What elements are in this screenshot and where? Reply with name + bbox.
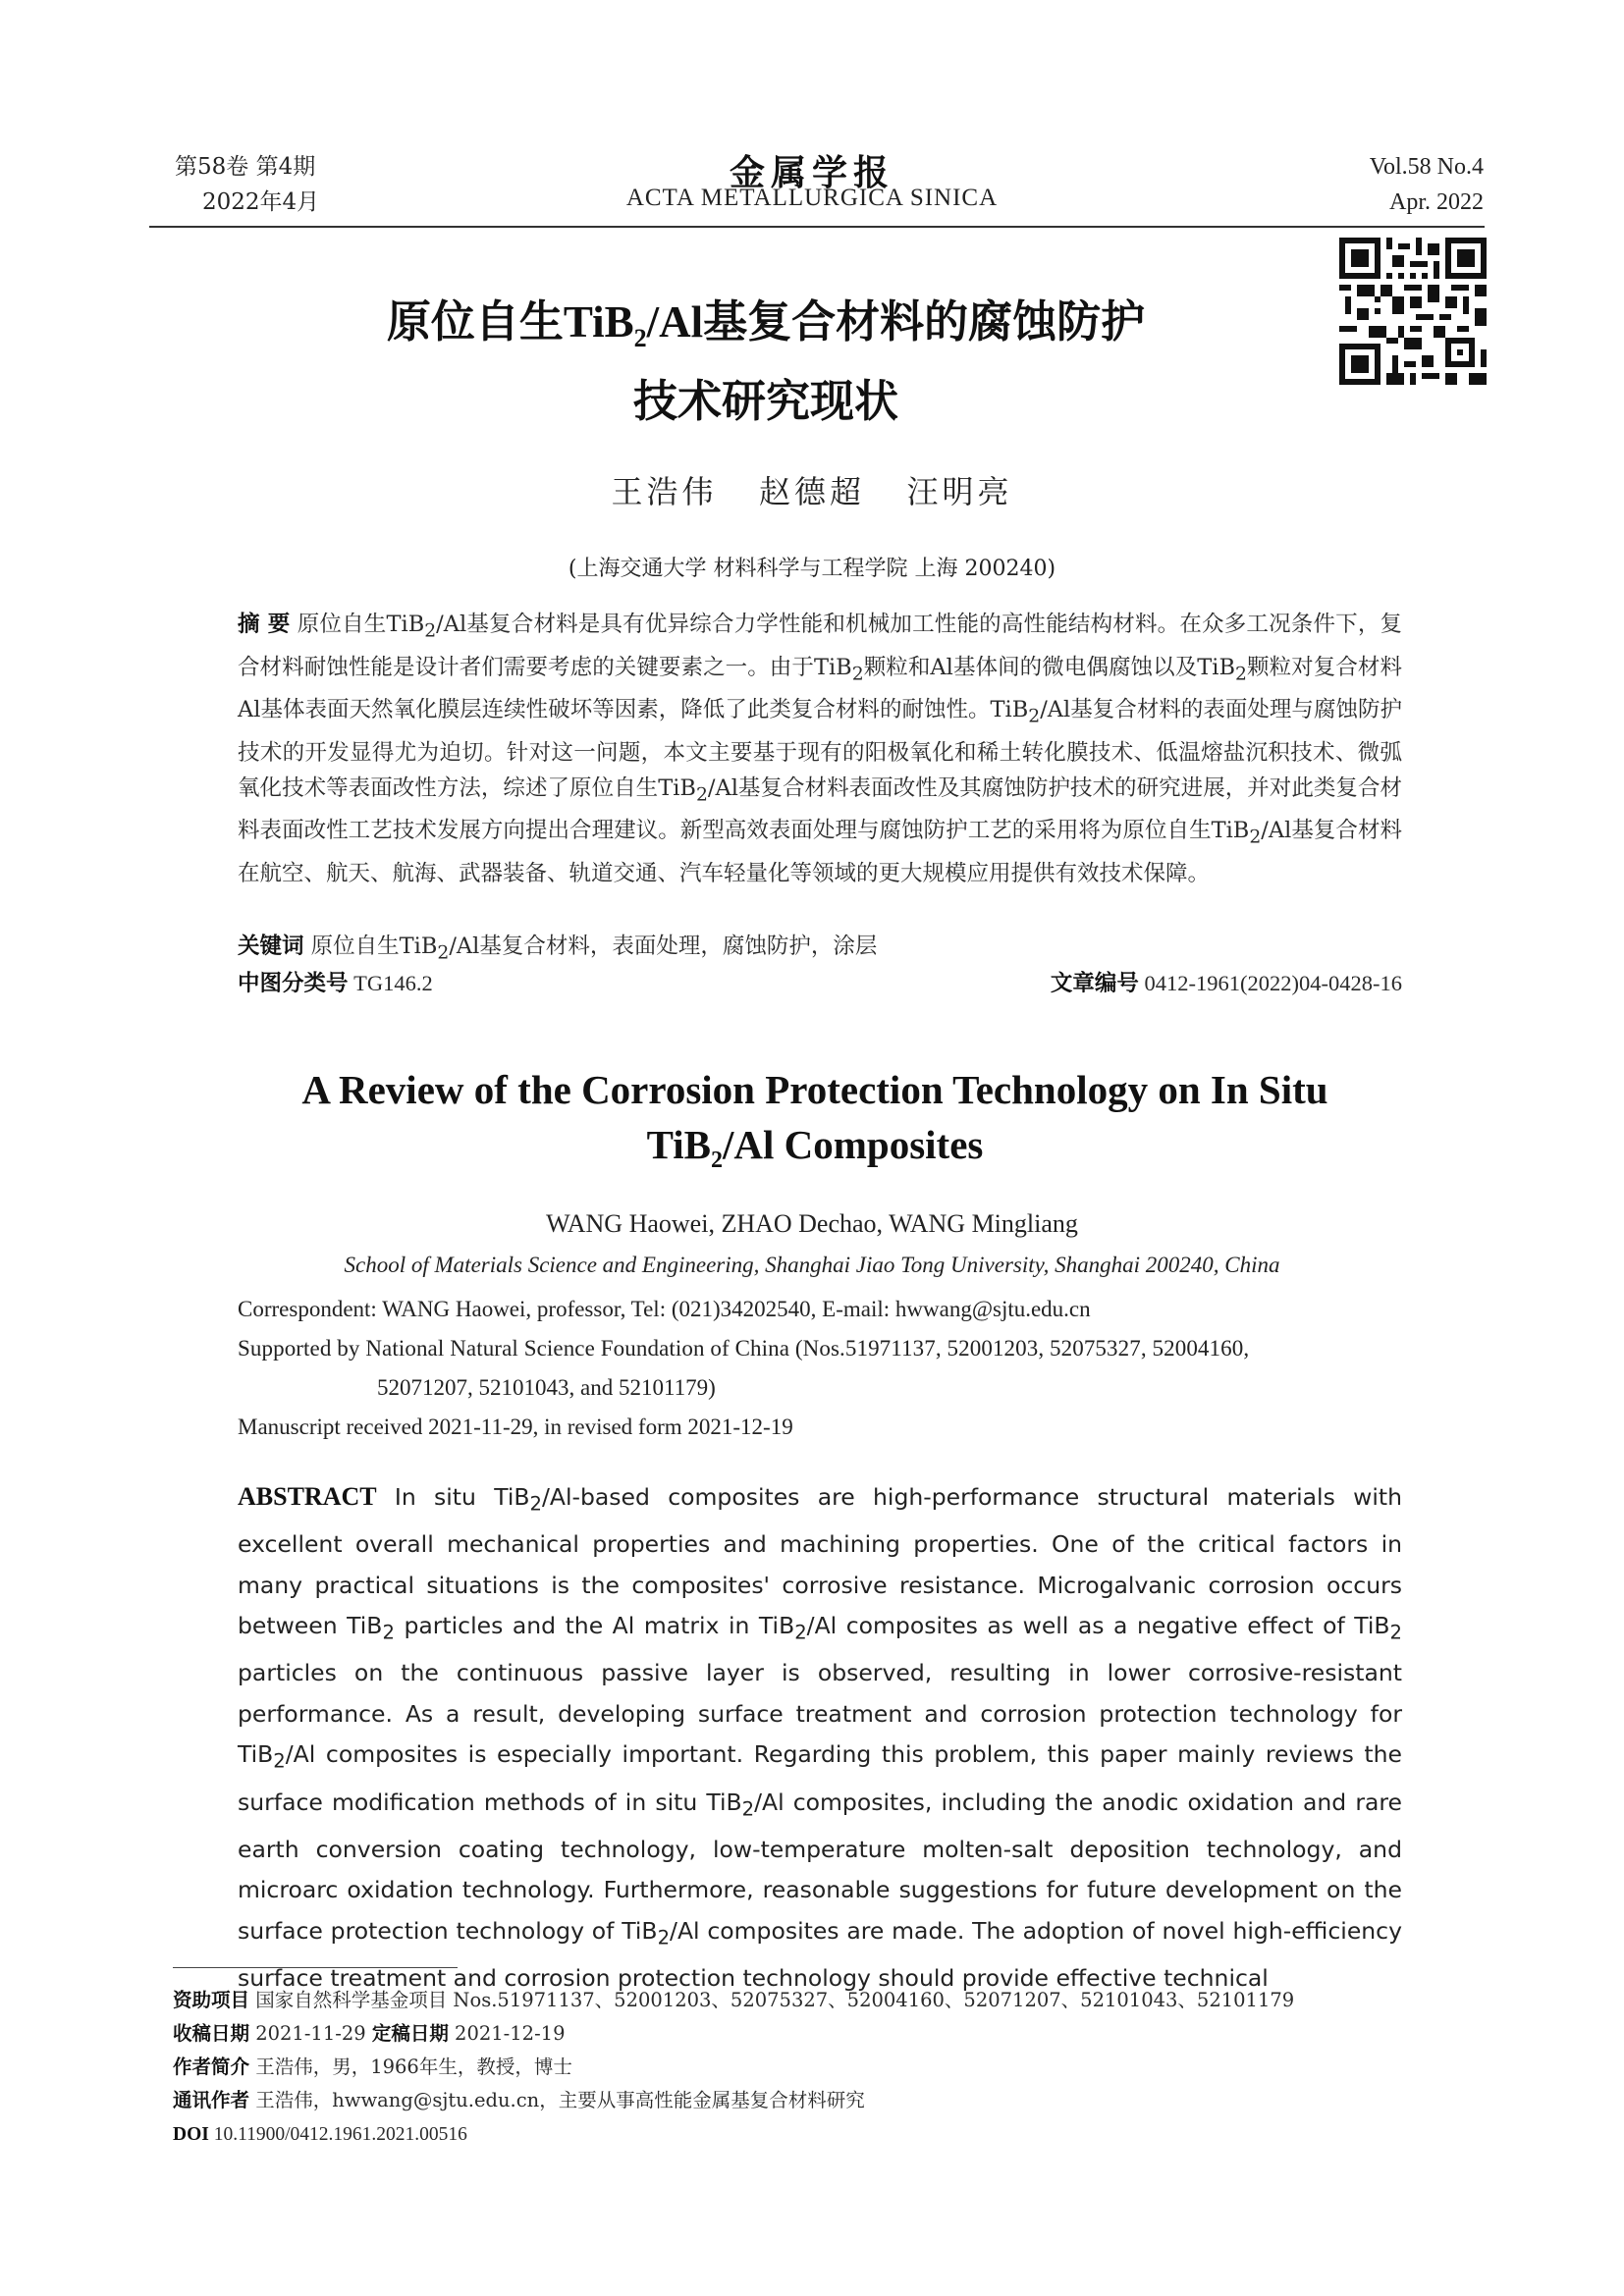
footnote-correspondent: 通讯作者 王浩伟，hwwang@sjtu.edu.cn，主要从事高性能金属基复合材料研究 xyxy=(173,2089,865,2111)
manuscript-dates-en: Manuscript received 2021-11-29, in revised form 2021-12-19 xyxy=(238,1415,793,1439)
volume-issue-en: Vol.58 No.4 xyxy=(1369,154,1484,180)
authors-en: WANG Haowei, ZHAO Dechao, WANG Mingliang xyxy=(546,1209,1078,1238)
journal-logo-cn: 金属学报 xyxy=(729,152,894,193)
affiliation-en: School of Materials Science and Engineering, Shanghai Jiao Tong University, Shanghai 200240, China xyxy=(344,1253,1280,1277)
abstract-en-label: ABSTRACT xyxy=(238,1482,377,1511)
journal-name-en: ACTA METALLURGICA SINICA xyxy=(625,185,999,211)
paper-title-cn xyxy=(226,291,1306,433)
paper-title-en xyxy=(177,1062,1453,1188)
footnote-author: 作者简介 王浩伟，男，1966年生，教授，博士 xyxy=(173,2056,572,2078)
volume-issue-cn: 第58卷 第4期 xyxy=(175,154,316,180)
supported-by-en: Supported by National Natural Science Foundation of China (Nos.51971137, 52001203, 52075327, 52004160, 52071207, 52101043, and 52101179) xyxy=(238,1336,1250,1400)
title-cn-line1: 原位自生TiB$_2$/Al基复合材料的腐蚀防护 xyxy=(386,295,1146,352)
title-en-line1: A Review of the Corrosion Protection Technology on In Situ xyxy=(301,1067,1328,1112)
correspondent-en: Correspondent: WANG Haowei, professor, Tel: (021)34202540, E-mail: hwwang@sjtu.edu.cn xyxy=(238,1297,1091,1321)
abstract-cn-label: 摘 要 xyxy=(238,612,291,637)
keywords-cn-label: 关键词 xyxy=(238,934,304,959)
date-en: Apr. 2022 xyxy=(1389,189,1484,215)
header-right xyxy=(1370,149,1484,220)
keywords-cn: 关键词 原位自生TiB$_2$/Al基复合材料，表面处理，腐蚀防护，涂层 xyxy=(238,934,878,964)
title-cn-line2: 技术研究现状 xyxy=(632,375,898,427)
abstract-cn: 摘 要 原位自生TiB$_2$/Al基复合材料是具有优异综合力学性能和机械加工性能的高性能结构材料。在众多工况条件下，复合材料耐蚀性能是设计者们需要考虑的关键要素之一。由于TiB$_2$颗粒和Al基体间的微电偶腐蚀以及TiB$_2$颗粒对复合材料Al基体表面天然氧化膜层连续性破坏等因素，降低了此类复合材料的耐蚀性。TiB$_2$/Al基复合材料的表面处理与腐蚀防护技术的开发显得尤为迫切。针对这一问题，本文主要基于现有的阳极氧化和稀土转化膜技术、低温熔盐沉积技术、微弧氧化技术等表面改性方法，综述了原位自生TiB$_2$/Al基复合材料表面改性及其腐蚀防护技术的研究进展，并对此类复合材料表面改性工艺技术发展方向提出合理建议。新型高效表面处理与腐蚀防护工艺的采用将为原位自生TiB$_2$/Al基复合材料在航空、航天、航海、武器装备、轨道交通、汽车轻量化等领域的更大规模应用提供有效技术保障。 xyxy=(238,612,1403,886)
classification-number: 中图分类号 TG146.2 xyxy=(238,971,433,996)
date-cn: 2022年4月 xyxy=(202,189,320,215)
article-number: 文章编号 0412-1961(2022)04-0428-16 xyxy=(1050,971,1402,996)
footnote-doi: DOI 10.11900/0412.1961.2021.00516 xyxy=(173,2124,467,2145)
footnote-dates: 收稿日期 2021-11-29 定稿日期 2021-12-19 xyxy=(173,2022,566,2045)
header-rule xyxy=(149,226,1485,228)
authors-cn: 王浩伟 赵德超 汪明亮 xyxy=(611,473,1013,510)
affiliation-cn: (上海交通大学 材料科学与工程学院 上海 200240) xyxy=(568,557,1056,581)
footnote-funding: 资助项目 国家自然科学基金项目 Nos.51971137、52001203、52075327、52004160、52071207、52101043、52101179 xyxy=(173,1989,1295,2011)
qr-code-icon xyxy=(1339,238,1487,385)
abstract-en: ABSTRACT In situ TiB$_2$/Al-based composites are high-performance structural materials with excellent overall mechanical properties and machining properties. One of the critical factors in many practical situations is the composites' corrosive resistance. Microgalvanic corrosion occurs between TiB$_2$ particles and the Al matrix in TiB$_2$/Al composites as well as a negative effect of TiB$_2$ particles on the continuous passive layer is observed, resulting in lower corrosive-resistant performance. As a result, developing surface treatment and corrosion protection technology for TiB$_2$/Al composites is especially important. Regarding this problem, this paper mainly reviews the surface modification methods of in situ TiB$_2$/Al composites, including the anodic oxidation and rare earth conversion coating technology, low-temperature molten-salt deposition technology, and microarc oxidation technology. Furthermore, reasonable suggestions for future development on the surface protection technology of TiB$_2$/Al composites are made. The adoption of novel high-efficiency surface treatment and corrosion protection technology should provide effective technical xyxy=(238,1482,1402,1992)
title-en-line2: TiB$_2$/Al Composites xyxy=(646,1122,984,1174)
footnote-rule xyxy=(173,1967,458,1968)
